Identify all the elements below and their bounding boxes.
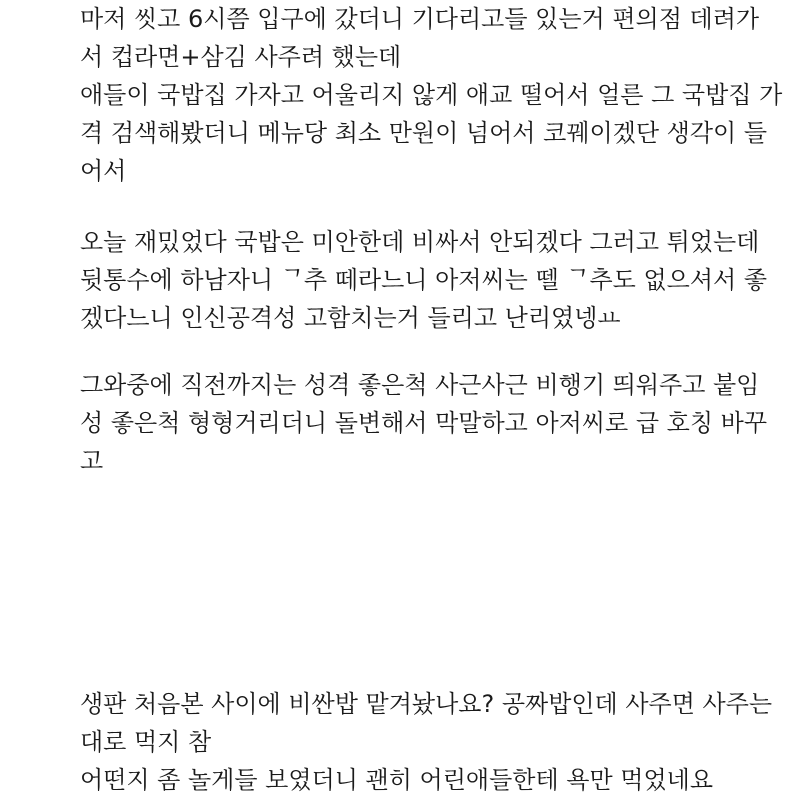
text-line: 오늘 재밌었다 국밥은 미안한데 비싸서 안되겠다 그러고 튀었는데 (80, 228, 760, 256)
text-line: 성 좋은척 형형거리더니 돌변해서 막말하고 아저씨로 급 호칭 바꾸 (80, 409, 767, 437)
text-line: 서 컵라면+삼김 사주려 했는데 (80, 43, 402, 71)
text-line: 격 검색해봤더니 메뉴당 최소 만원이 넘어서 코꿰이겠단 생각이 들 (80, 119, 767, 147)
paragraph-4 (80, 685, 772, 799)
text-line: 어서 (80, 157, 127, 185)
text-line: 애들이 국밥집 가자고 어울리지 않게 애교 떨어서 얼른 그 국밥집 가 (80, 81, 783, 109)
text-line: 생판 처음본 사이에 비싼밥 맡겨놨나요? 공짜밥인데 사주면 사주는 (80, 690, 773, 718)
paragraph-1 (80, 0, 782, 190)
text-line: 고 (80, 447, 104, 475)
text-line: 어떤지 좀 놀게들 보였더니 괜히 어린애들한테 욕만 먹었네요 (80, 766, 714, 794)
text-line: 겠다느니 인신공격성 고함치는거 들리고 난리였넹ㅛ (80, 304, 621, 332)
text-line: 그와중에 직전까지는 성격 좋은척 사근사근 비행기 띄워주고 붙임 (80, 371, 760, 399)
text-line: 대로 먹지 참 (80, 728, 212, 756)
paragraph-2 (80, 223, 767, 337)
text-line: 마저 씻고 6시쯤 입구에 갔더니 기다리고들 있는거 편의점 데려가 (80, 5, 760, 33)
paragraph-3 (80, 366, 767, 480)
text-line: 뒷통수에 하남자니 ᄀ추 떼라느니 아저씨는 뗄 ᄀ추도 없으셔서 좋 (80, 266, 767, 294)
